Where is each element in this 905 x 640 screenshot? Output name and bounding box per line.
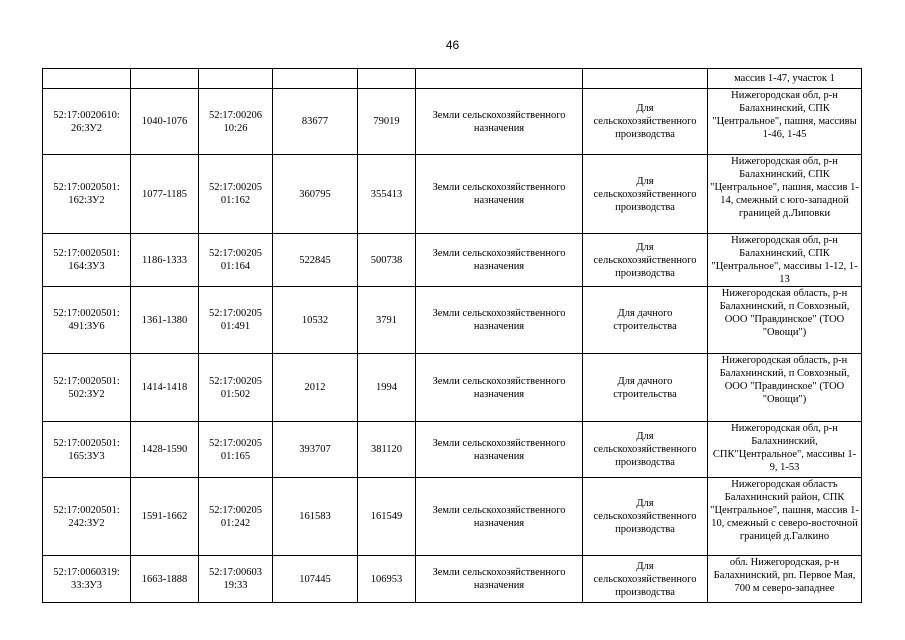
parent-plot-cell: 52:17:00205 01:242 xyxy=(199,478,273,556)
permitted-use-cell: Для дачного строительства xyxy=(583,354,708,422)
cadastral-number-cell: 52:17:0020610: 26:ЗУ2 xyxy=(43,89,131,155)
table-row xyxy=(43,234,862,287)
permitted-use-cell: Для сельскохозяйственного производства xyxy=(583,478,708,556)
permitted-use-cell: Для сельскохозяйственного производства xyxy=(583,155,708,234)
permitted-use-cell: Для сельскохозяйственного производства xyxy=(583,556,708,603)
area-original-cell: 107445 xyxy=(273,556,358,603)
permitted-use-cell: Для сельскохозяйственного производства xyxy=(583,89,708,155)
area-original-cell: 161583 xyxy=(273,478,358,556)
area-original-cell: 10532 xyxy=(273,287,358,354)
point-range-cell: 1414-1418 xyxy=(131,354,199,422)
cadastral-number-cell: 52:17:0020501: 242:ЗУ2 xyxy=(43,478,131,556)
parent-plot-cell: 52:17:00205 01:164 xyxy=(199,234,273,287)
table-row xyxy=(43,89,862,155)
address-cell: Нижегородская обл, р-н Балахнинский, СПК "Центральное", массивы 1-12, 1-13 xyxy=(708,234,862,287)
table-row xyxy=(43,354,862,422)
parent-plot-cell: 52:17:00603 19:33 xyxy=(199,556,273,603)
area-new-cell: 1994 xyxy=(358,354,416,422)
land-category-cell: Земли сельскохозяйственного назначения xyxy=(416,155,583,234)
address-cell: Нижегородская обл, р-н Балахнинский, СПК "Центральное", пашня, массивы 1-46, 1-45 xyxy=(708,89,862,155)
permitted-use-cell: Для дачного строительства xyxy=(583,287,708,354)
address-cell: массив 1-47, участок 1 xyxy=(708,69,862,89)
area-new-cell: 500738 xyxy=(358,234,416,287)
land-category-cell: Земли сельскохозяйственного назначения xyxy=(416,89,583,155)
cadastral-number-cell: 52:17:0020501: 164:ЗУ3 xyxy=(43,234,131,287)
point-range-cell xyxy=(131,69,199,89)
area-original-cell: 83677 xyxy=(273,89,358,155)
cadastral-number-cell: 52:17:0020501: 165:ЗУ3 xyxy=(43,422,131,478)
parent-plot-cell: 52:17:00205 01:491 xyxy=(199,287,273,354)
address-cell: Нижегородская обл, р-н Балахнинский, СПК "Центральное", пашня, массив 1-14, смежный с юго-западной границей д.Липовки xyxy=(708,155,862,234)
cadastral-number-cell: 52:17:0020501: 162:ЗУ2 xyxy=(43,155,131,234)
parent-plot-cell xyxy=(199,69,273,89)
area-original-cell: 2012 xyxy=(273,354,358,422)
parent-plot-cell: 52:17:00205 01:165 xyxy=(199,422,273,478)
permitted-use-cell xyxy=(583,69,708,89)
land-category-cell: Земли сельскохозяйственного назначения xyxy=(416,478,583,556)
area-new-cell: 3791 xyxy=(358,287,416,354)
address-cell: обл. Нижегородская, р-н Балахнинский, рп. Первое Мая, 700 м северо-западнее xyxy=(708,556,862,603)
point-range-cell: 1591-1662 xyxy=(131,478,199,556)
table-row xyxy=(43,478,862,556)
land-category-cell: Земли сельскохозяйственного назначения xyxy=(416,287,583,354)
page-number: 46 xyxy=(445,38,460,52)
address-cell: Нижегородская область, р-н Балахнинский, п Совхозный, ООО "Правдинское" (ТОО "Овощи") xyxy=(708,354,862,422)
area-new-cell: 79019 xyxy=(358,89,416,155)
land-category-cell: Земли сельскохозяйственного назначения xyxy=(416,234,583,287)
area-original-cell: 360795 xyxy=(273,155,358,234)
parent-plot-cell: 52:17:00205 01:502 xyxy=(199,354,273,422)
address-cell: Нижегородская областъ Балахнинский район, СПК "Центральное", пашня, массив 1-10, смежный с северо-восточной границей д.Галкино xyxy=(708,478,862,556)
point-range-cell: 1663-1888 xyxy=(131,556,199,603)
area-new-cell xyxy=(358,69,416,89)
point-range-cell: 1428-1590 xyxy=(131,422,199,478)
parent-plot-cell: 52:17:00206 10:26 xyxy=(199,89,273,155)
cadastral-number-cell: 52:17:0060319: 33:ЗУ3 xyxy=(43,556,131,603)
point-range-cell: 1186-1333 xyxy=(131,234,199,287)
area-original-cell: 393707 xyxy=(273,422,358,478)
point-range-cell: 1361-1380 xyxy=(131,287,199,354)
table-row xyxy=(43,422,862,478)
land-category-cell: Земли сельскохозяйственного назначения xyxy=(416,422,583,478)
point-range-cell: 1077-1185 xyxy=(131,155,199,234)
area-new-cell: 355413 xyxy=(358,155,416,234)
address-cell: Нижегородская область, р-н Балахнинский, п Совхозный, ООО "Правдинское" (ТОО "Овощи") xyxy=(708,287,862,354)
cadastral-number-cell: 52:17:0020501: 502:ЗУ2 xyxy=(43,354,131,422)
land-category-cell: Земли сельскохозяйственного назначения xyxy=(416,354,583,422)
area-new-cell: 106953 xyxy=(358,556,416,603)
land-plots-table xyxy=(42,68,862,603)
address-cell: Нижегородская обл, р-н Балахнинский, СПК"Центральное", массивы 1-9, 1-53 xyxy=(708,422,862,478)
area-original-cell xyxy=(273,69,358,89)
land-category-cell xyxy=(416,69,583,89)
table-row xyxy=(43,556,862,603)
cadastral-number-cell: 52:17:0020501: 491:ЗУ6 xyxy=(43,287,131,354)
permitted-use-cell: Для сельскохозяйственного производства xyxy=(583,234,708,287)
cadastral-number-cell xyxy=(43,69,131,89)
land-category-cell: Земли сельскохозяйственного назначения xyxy=(416,556,583,603)
area-new-cell: 381120 xyxy=(358,422,416,478)
parent-plot-cell: 52:17:00205 01:162 xyxy=(199,155,273,234)
table-row xyxy=(43,287,862,354)
table-row xyxy=(43,155,862,234)
area-new-cell: 161549 xyxy=(358,478,416,556)
area-original-cell: 522845 xyxy=(273,234,358,287)
permitted-use-cell: Для сельскохозяйственного производства xyxy=(583,422,708,478)
point-range-cell: 1040-1076 xyxy=(131,89,199,155)
table-row xyxy=(43,69,862,89)
